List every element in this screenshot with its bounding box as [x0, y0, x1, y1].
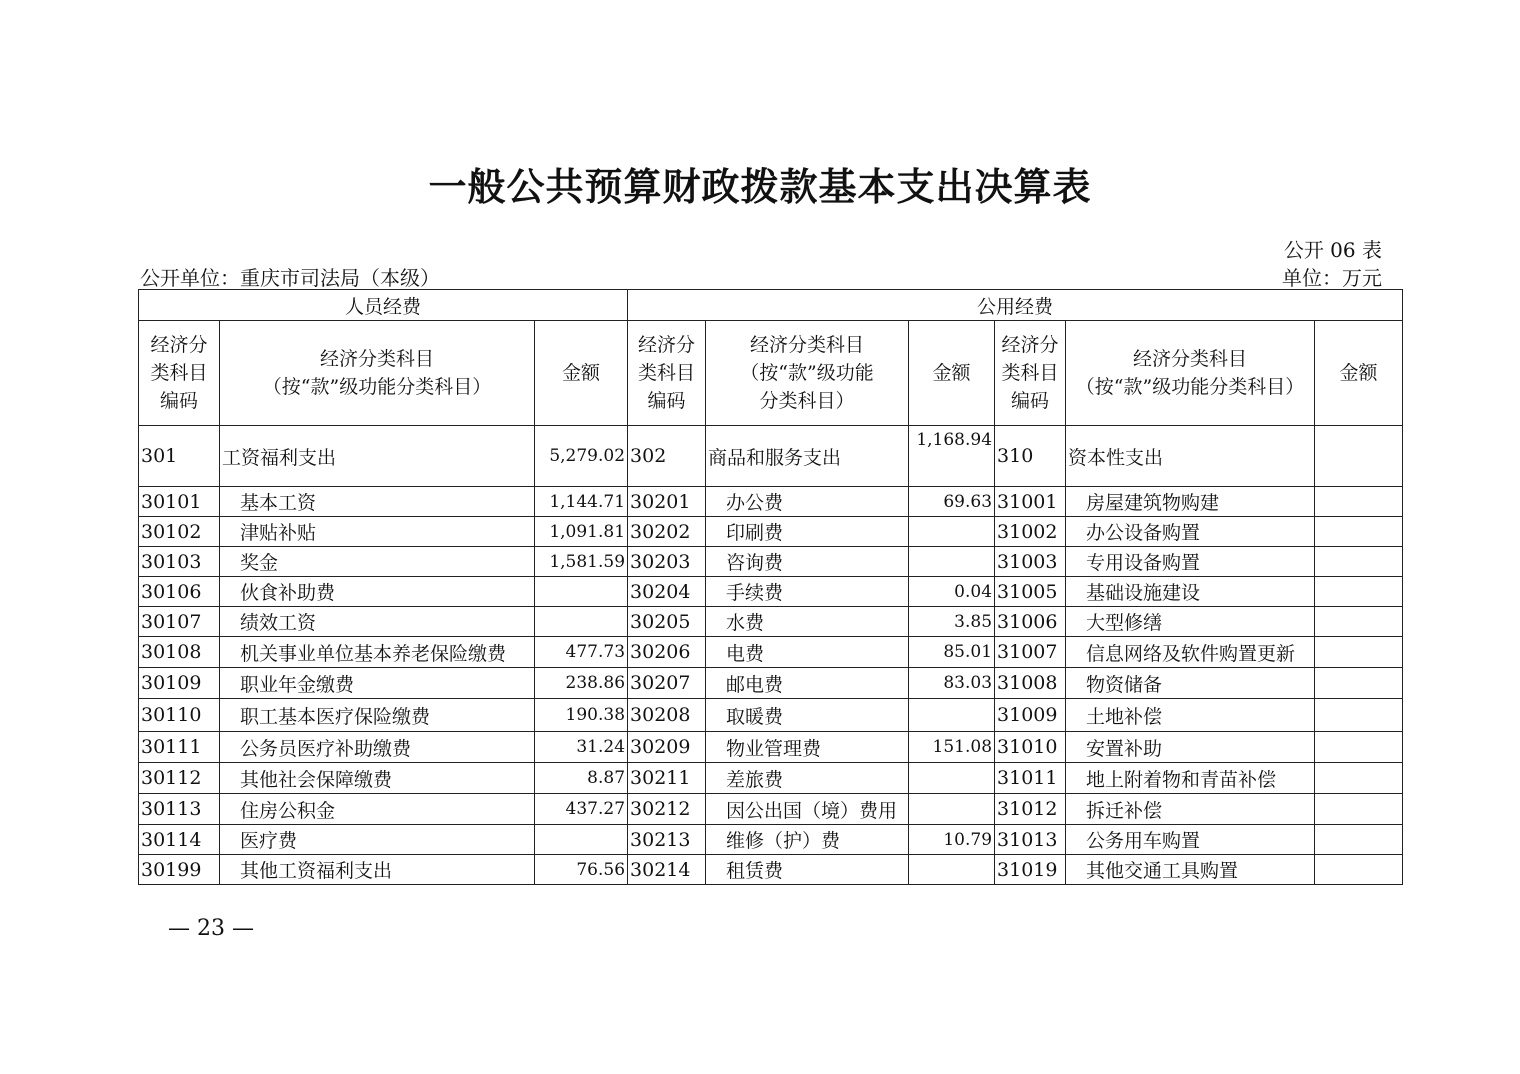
capital-amount-cell — [1315, 825, 1403, 855]
goods-code-cell: 30211 — [628, 763, 706, 794]
personnel-amount-cell: 437.27 — [535, 794, 628, 825]
personnel-amount-cell: 5,279.02 — [535, 426, 628, 487]
goods-amount-cell — [909, 699, 995, 732]
goods-code-cell: 30207 — [628, 668, 706, 699]
goods-code-cell: 30205 — [628, 607, 706, 637]
personnel-amount-cell — [535, 825, 628, 855]
capital-subject-cell: 公务用车购置 — [1066, 825, 1315, 855]
column-header-amount: 金额 — [1315, 321, 1403, 426]
capital-subject-cell: 地上附着物和青苗补偿 — [1066, 763, 1315, 794]
capital-subject-cell: 基础设施建设 — [1066, 577, 1315, 607]
table-row — [139, 577, 1403, 607]
capital-code-cell: 31007 — [995, 637, 1066, 668]
goods-code-cell: 30213 — [628, 825, 706, 855]
goods-subject-cell: 邮电费 — [706, 668, 909, 699]
personnel-code-cell: 30102 — [139, 517, 220, 547]
personnel-subject-cell: 职工基本医疗保险缴费 — [220, 699, 535, 732]
personnel-subject-cell: 职业年金缴费 — [220, 668, 535, 699]
goods-amount-cell: 83.03 — [909, 668, 995, 699]
column-header-amount: 金额 — [909, 321, 995, 426]
goods-subject-cell: 手续费 — [706, 577, 909, 607]
personnel-amount-cell: 31.24 — [535, 732, 628, 763]
capital-code-cell: 310 — [995, 426, 1066, 487]
capital-code-cell: 31011 — [995, 763, 1066, 794]
column-header-subject: 经济分类科目 （按“款”级功能分类科目） — [220, 321, 535, 426]
capital-subject-cell: 物资储备 — [1066, 668, 1315, 699]
goods-amount-cell — [909, 763, 995, 794]
capital-subject-cell: 办公设备购置 — [1066, 517, 1315, 547]
personnel-code-cell: 30106 — [139, 577, 220, 607]
goods-code-cell: 30212 — [628, 794, 706, 825]
goods-subject-cell: 因公出国（境）费用 — [706, 794, 909, 825]
personnel-code-cell: 30107 — [139, 607, 220, 637]
capital-amount-cell — [1315, 763, 1403, 794]
currency-unit: 单位：万元 — [1282, 266, 1382, 290]
personnel-subject-cell: 机关事业单位基本养老保险缴费 — [220, 637, 535, 668]
goods-amount-cell: 3.85 — [909, 607, 995, 637]
personnel-amount-cell: 76.56 — [535, 855, 628, 885]
capital-amount-cell — [1315, 607, 1403, 637]
goods-subject-cell: 取暖费 — [706, 699, 909, 732]
personnel-subject-cell: 工资福利支出 — [220, 426, 535, 487]
personnel-subject-cell: 绩效工资 — [220, 607, 535, 637]
capital-code-cell: 31019 — [995, 855, 1066, 885]
capital-amount-cell — [1315, 699, 1403, 732]
personnel-subject-cell: 伙食补助费 — [220, 577, 535, 607]
goods-amount-cell: 151.08 — [909, 732, 995, 763]
goods-code-cell: 30206 — [628, 637, 706, 668]
table-row — [139, 607, 1403, 637]
table-row — [139, 668, 1403, 699]
personnel-subject-cell: 其他工资福利支出 — [220, 855, 535, 885]
goods-subject-cell: 租赁费 — [706, 855, 909, 885]
capital-amount-cell — [1315, 732, 1403, 763]
capital-code-cell: 31005 — [995, 577, 1066, 607]
goods-code-cell: 30214 — [628, 855, 706, 885]
capital-amount-cell — [1315, 547, 1403, 577]
personnel-amount-cell: 1,581.59 — [535, 547, 628, 577]
capital-amount-cell — [1315, 426, 1403, 487]
capital-code-cell: 31013 — [995, 825, 1066, 855]
personnel-code-cell: 30199 — [139, 855, 220, 885]
personnel-code-cell: 30108 — [139, 637, 220, 668]
capital-amount-cell — [1315, 637, 1403, 668]
column-header-code: 经济分 类科目 编码 — [139, 321, 220, 426]
capital-code-cell: 31001 — [995, 487, 1066, 517]
column-header-amount: 金额 — [535, 321, 628, 426]
personnel-code-cell: 30113 — [139, 794, 220, 825]
group-header-public: 公用经费 — [628, 290, 1403, 321]
personnel-amount-cell: 477.73 — [535, 637, 628, 668]
goods-code-cell: 30201 — [628, 487, 706, 517]
capital-subject-cell: 拆迁补偿 — [1066, 794, 1315, 825]
capital-subject-cell: 专用设备购置 — [1066, 547, 1315, 577]
goods-subject-cell: 维修（护）费 — [706, 825, 909, 855]
personnel-code-cell: 30111 — [139, 732, 220, 763]
capital-code-cell: 31012 — [995, 794, 1066, 825]
goods-code-cell: 302 — [628, 426, 706, 487]
goods-code-cell: 30202 — [628, 517, 706, 547]
goods-subject-cell: 电费 — [706, 637, 909, 668]
capital-subject-cell: 大型修缮 — [1066, 607, 1315, 637]
personnel-code-cell: 30103 — [139, 547, 220, 577]
table-row — [139, 732, 1403, 763]
personnel-code-cell: 30110 — [139, 699, 220, 732]
capital-amount-cell — [1315, 855, 1403, 885]
capital-code-cell: 31006 — [995, 607, 1066, 637]
personnel-amount-cell — [535, 607, 628, 637]
capital-amount-cell — [1315, 668, 1403, 699]
capital-amount-cell — [1315, 487, 1403, 517]
capital-subject-cell: 房屋建筑物购建 — [1066, 487, 1315, 517]
goods-amount-cell: 69.63 — [909, 487, 995, 517]
goods-amount-cell — [909, 517, 995, 547]
goods-amount-cell: 1,168.94 — [909, 426, 995, 487]
personnel-code-cell: 301 — [139, 426, 220, 487]
capital-code-cell: 31002 — [995, 517, 1066, 547]
goods-subject-cell: 商品和服务支出 — [706, 426, 909, 487]
table-row — [139, 699, 1403, 732]
goods-amount-cell: 85.01 — [909, 637, 995, 668]
personnel-code-cell: 30112 — [139, 763, 220, 794]
page-number: — 23 — — [168, 916, 254, 941]
capital-subject-cell: 信息网络及软件购置更新 — [1066, 637, 1315, 668]
personnel-subject-cell: 住房公积金 — [220, 794, 535, 825]
capital-amount-cell — [1315, 517, 1403, 547]
column-header-code: 经济分 类科目 编码 — [628, 321, 706, 426]
table-row — [139, 426, 1403, 487]
capital-code-cell: 31003 — [995, 547, 1066, 577]
goods-subject-cell: 物业管理费 — [706, 732, 909, 763]
goods-subject-cell: 水费 — [706, 607, 909, 637]
capital-code-cell: 31008 — [995, 668, 1066, 699]
table-row — [139, 763, 1403, 794]
personnel-subject-cell: 津贴补贴 — [220, 517, 535, 547]
goods-amount-cell: 0.04 — [909, 577, 995, 607]
personnel-code-cell: 30114 — [139, 825, 220, 855]
goods-subject-cell: 差旅费 — [706, 763, 909, 794]
goods-amount-cell — [909, 855, 995, 885]
table-row — [139, 517, 1403, 547]
personnel-amount-cell — [535, 577, 628, 607]
capital-subject-cell: 土地补偿 — [1066, 699, 1315, 732]
personnel-amount-cell: 8.87 — [535, 763, 628, 794]
goods-amount-cell — [909, 547, 995, 577]
column-header-subject: 经济分类科目 （按“款”级功能 分类科目） — [706, 321, 909, 426]
goods-code-cell: 30204 — [628, 577, 706, 607]
group-header-personnel: 人员经费 — [139, 290, 628, 321]
column-header-code: 经济分 类科目 编码 — [995, 321, 1066, 426]
capital-code-cell: 31010 — [995, 732, 1066, 763]
personnel-amount-cell: 238.86 — [535, 668, 628, 699]
goods-amount-cell — [909, 794, 995, 825]
table-row — [139, 637, 1403, 668]
table-row — [139, 487, 1403, 517]
personnel-amount-cell: 1,144.71 — [535, 487, 628, 517]
table-row — [139, 855, 1403, 885]
personnel-code-cell: 30109 — [139, 668, 220, 699]
table-row — [139, 794, 1403, 825]
reporting-unit: 公开单位：重庆市司法局（本级） — [140, 266, 440, 290]
table-row — [139, 547, 1403, 577]
personnel-code-cell: 30101 — [139, 487, 220, 517]
capital-subject-cell: 安置补助 — [1066, 732, 1315, 763]
budget-table — [138, 289, 1403, 885]
capital-subject-cell: 资本性支出 — [1066, 426, 1315, 487]
personnel-subject-cell: 基本工资 — [220, 487, 535, 517]
personnel-amount-cell: 190.38 — [535, 699, 628, 732]
personnel-subject-cell: 医疗费 — [220, 825, 535, 855]
goods-code-cell: 30208 — [628, 699, 706, 732]
column-header-subject: 经济分类科目 （按“款”级功能分类科目） — [1066, 321, 1315, 426]
capital-code-cell: 31009 — [995, 699, 1066, 732]
goods-subject-cell: 印刷费 — [706, 517, 909, 547]
page-title: 一般公共预算财政拨款基本支出决算表 — [428, 164, 1092, 209]
personnel-amount-cell: 1,091.81 — [535, 517, 628, 547]
capital-amount-cell — [1315, 794, 1403, 825]
goods-code-cell: 30209 — [628, 732, 706, 763]
personnel-subject-cell: 其他社会保障缴费 — [220, 763, 535, 794]
capital-subject-cell: 其他交通工具购置 — [1066, 855, 1315, 885]
personnel-subject-cell: 奖金 — [220, 547, 535, 577]
capital-amount-cell — [1315, 577, 1403, 607]
goods-subject-cell: 咨询费 — [706, 547, 909, 577]
goods-amount-cell: 10.79 — [909, 825, 995, 855]
form-number: 公开 06 表 — [1283, 238, 1382, 262]
personnel-subject-cell: 公务员医疗补助缴费 — [220, 732, 535, 763]
table-row — [139, 825, 1403, 855]
goods-subject-cell: 办公费 — [706, 487, 909, 517]
goods-code-cell: 30203 — [628, 547, 706, 577]
